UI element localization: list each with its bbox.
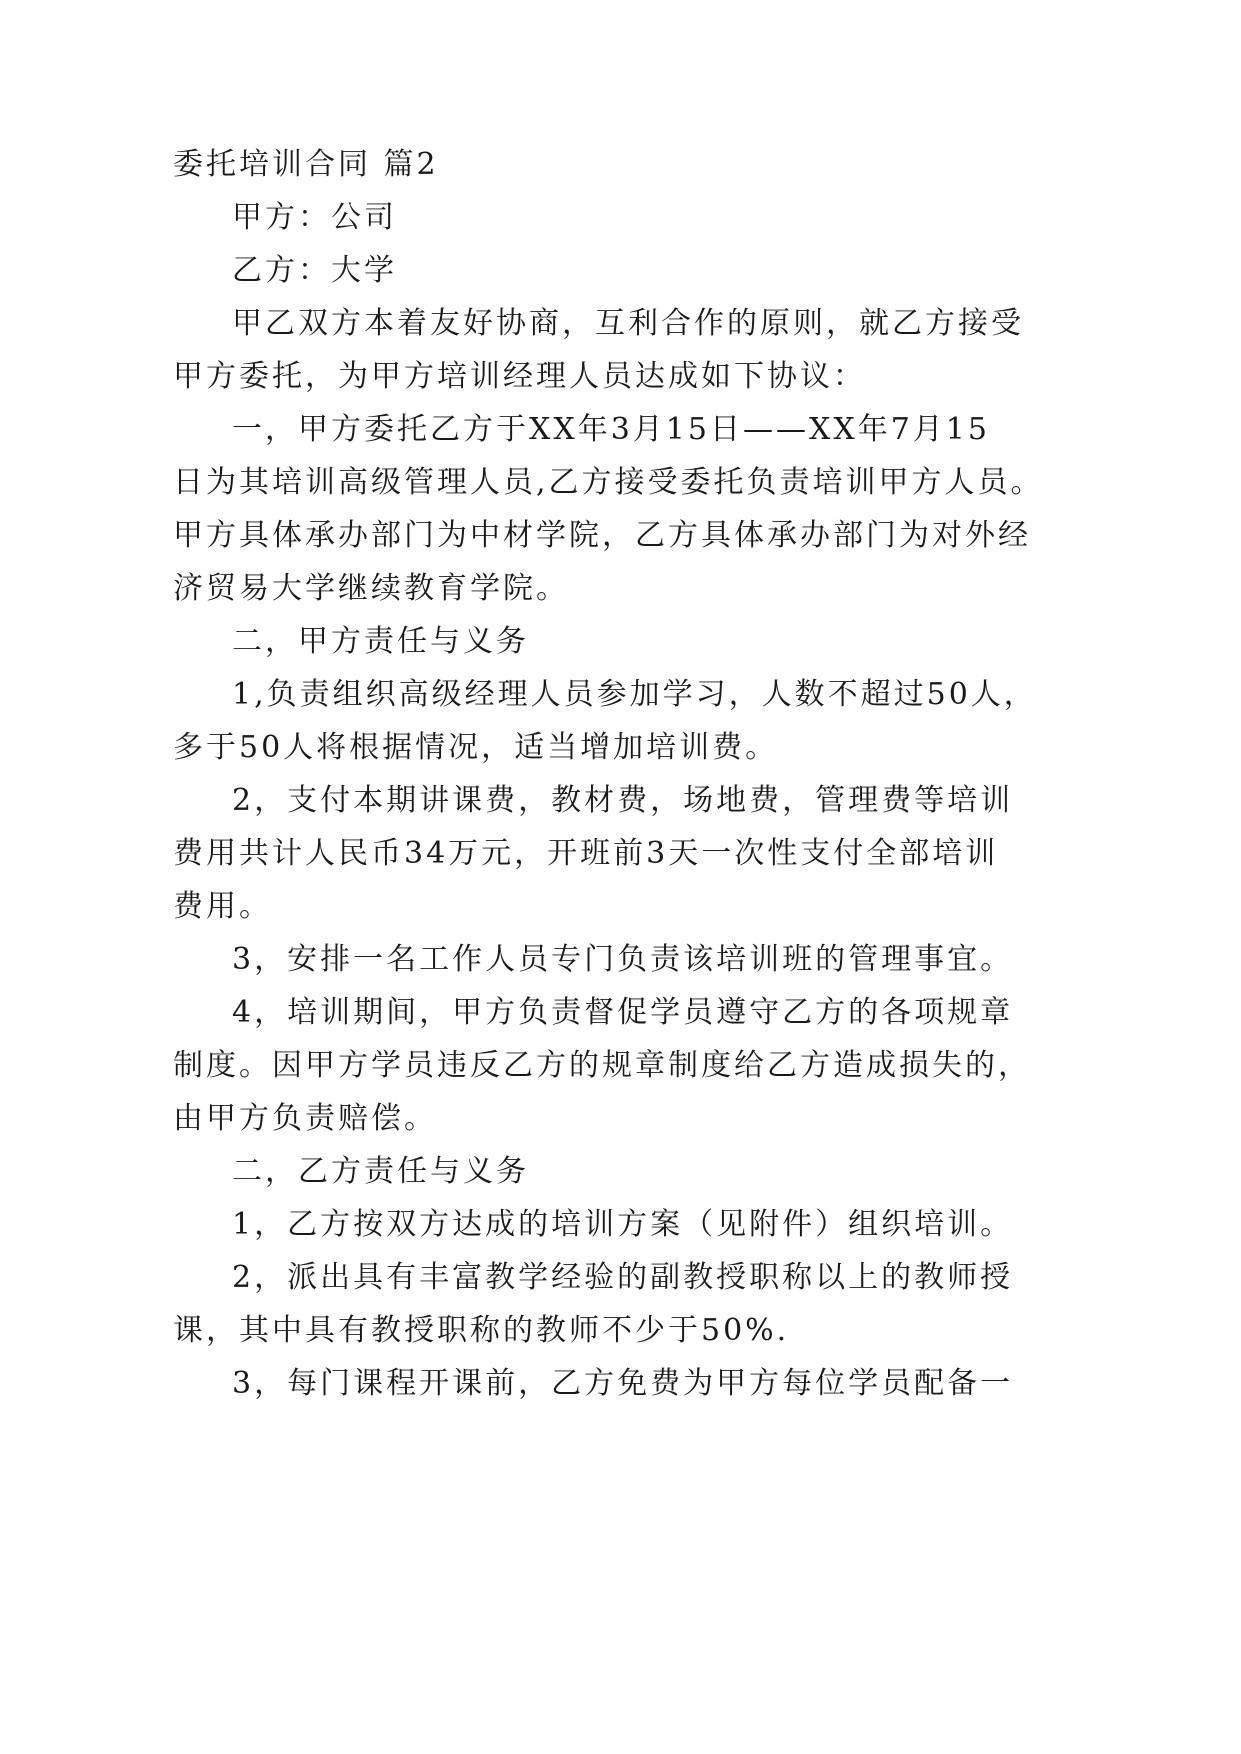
paragraph-line: 4，培训期间，甲方负责督促学员遵守乙方的各项规章: [232, 995, 1014, 1030]
document-title: 委托培训合同 篇2: [173, 147, 439, 182]
section-heading: 二，乙方责任与义务: [232, 1154, 529, 1189]
paragraph-line: 费用共计人民币34万元，开班前3天一次性支付全部培训: [173, 836, 999, 871]
party-b-line: 乙方：大学: [232, 253, 397, 288]
paragraph-line: 甲乙双方本着友好协商，互利合作的原则，就乙方接受: [232, 306, 1024, 341]
paragraph-line: 甲方委托，为甲方培训经理人员达成如下协议：: [173, 359, 866, 394]
paragraph-line: 济贸易大学继续教育学院。: [173, 571, 569, 606]
party-a-line: 甲方：公司: [232, 200, 397, 235]
paragraph-line: 3，安排一名工作人员专门负责该培训班的管理事宜。: [232, 942, 1014, 977]
paragraph-line: 制度。因甲方学员违反乙方的规章制度给乙方造成损失的，: [173, 1048, 1031, 1083]
paragraph-line: 费用。: [173, 889, 272, 924]
paragraph-line: 甲方具体承办部门为中材学院，乙方具体承办部门为对外经: [173, 518, 1031, 553]
paragraph-line: 3，每门课程开课前，乙方免费为甲方每位学员配备一: [232, 1366, 1014, 1401]
paragraph-line: 1，乙方按双方达成的培训方案（见附件）组织培训。: [232, 1207, 1014, 1242]
paragraph-line: 由甲方负责赔偿。: [173, 1101, 437, 1136]
paragraph-line: 日为其培训高级管理人员,乙方接受委托负责培训甲方人员。: [173, 465, 1044, 500]
section-heading: 二，甲方责任与义务: [232, 624, 529, 659]
paragraph-line: 2，派出具有丰富教学经验的副教授职称以上的教师授: [232, 1260, 1014, 1295]
paragraph-line: 课，其中具有教授职称的教师不少于50%.: [173, 1313, 790, 1348]
paragraph-line: 1,负责组织高级经理人员参加学习，人数不超过50人，: [232, 677, 1037, 712]
paragraph-line: 2，支付本期讲课费，教材费，场地费，管理费等培训: [232, 783, 1014, 818]
paragraph-line: 一，甲方委托乙方于XX年3月15日——XX年7月15: [232, 412, 990, 447]
paragraph-line: 多于50人将根据情况，适当增加培训费。: [173, 730, 779, 765]
